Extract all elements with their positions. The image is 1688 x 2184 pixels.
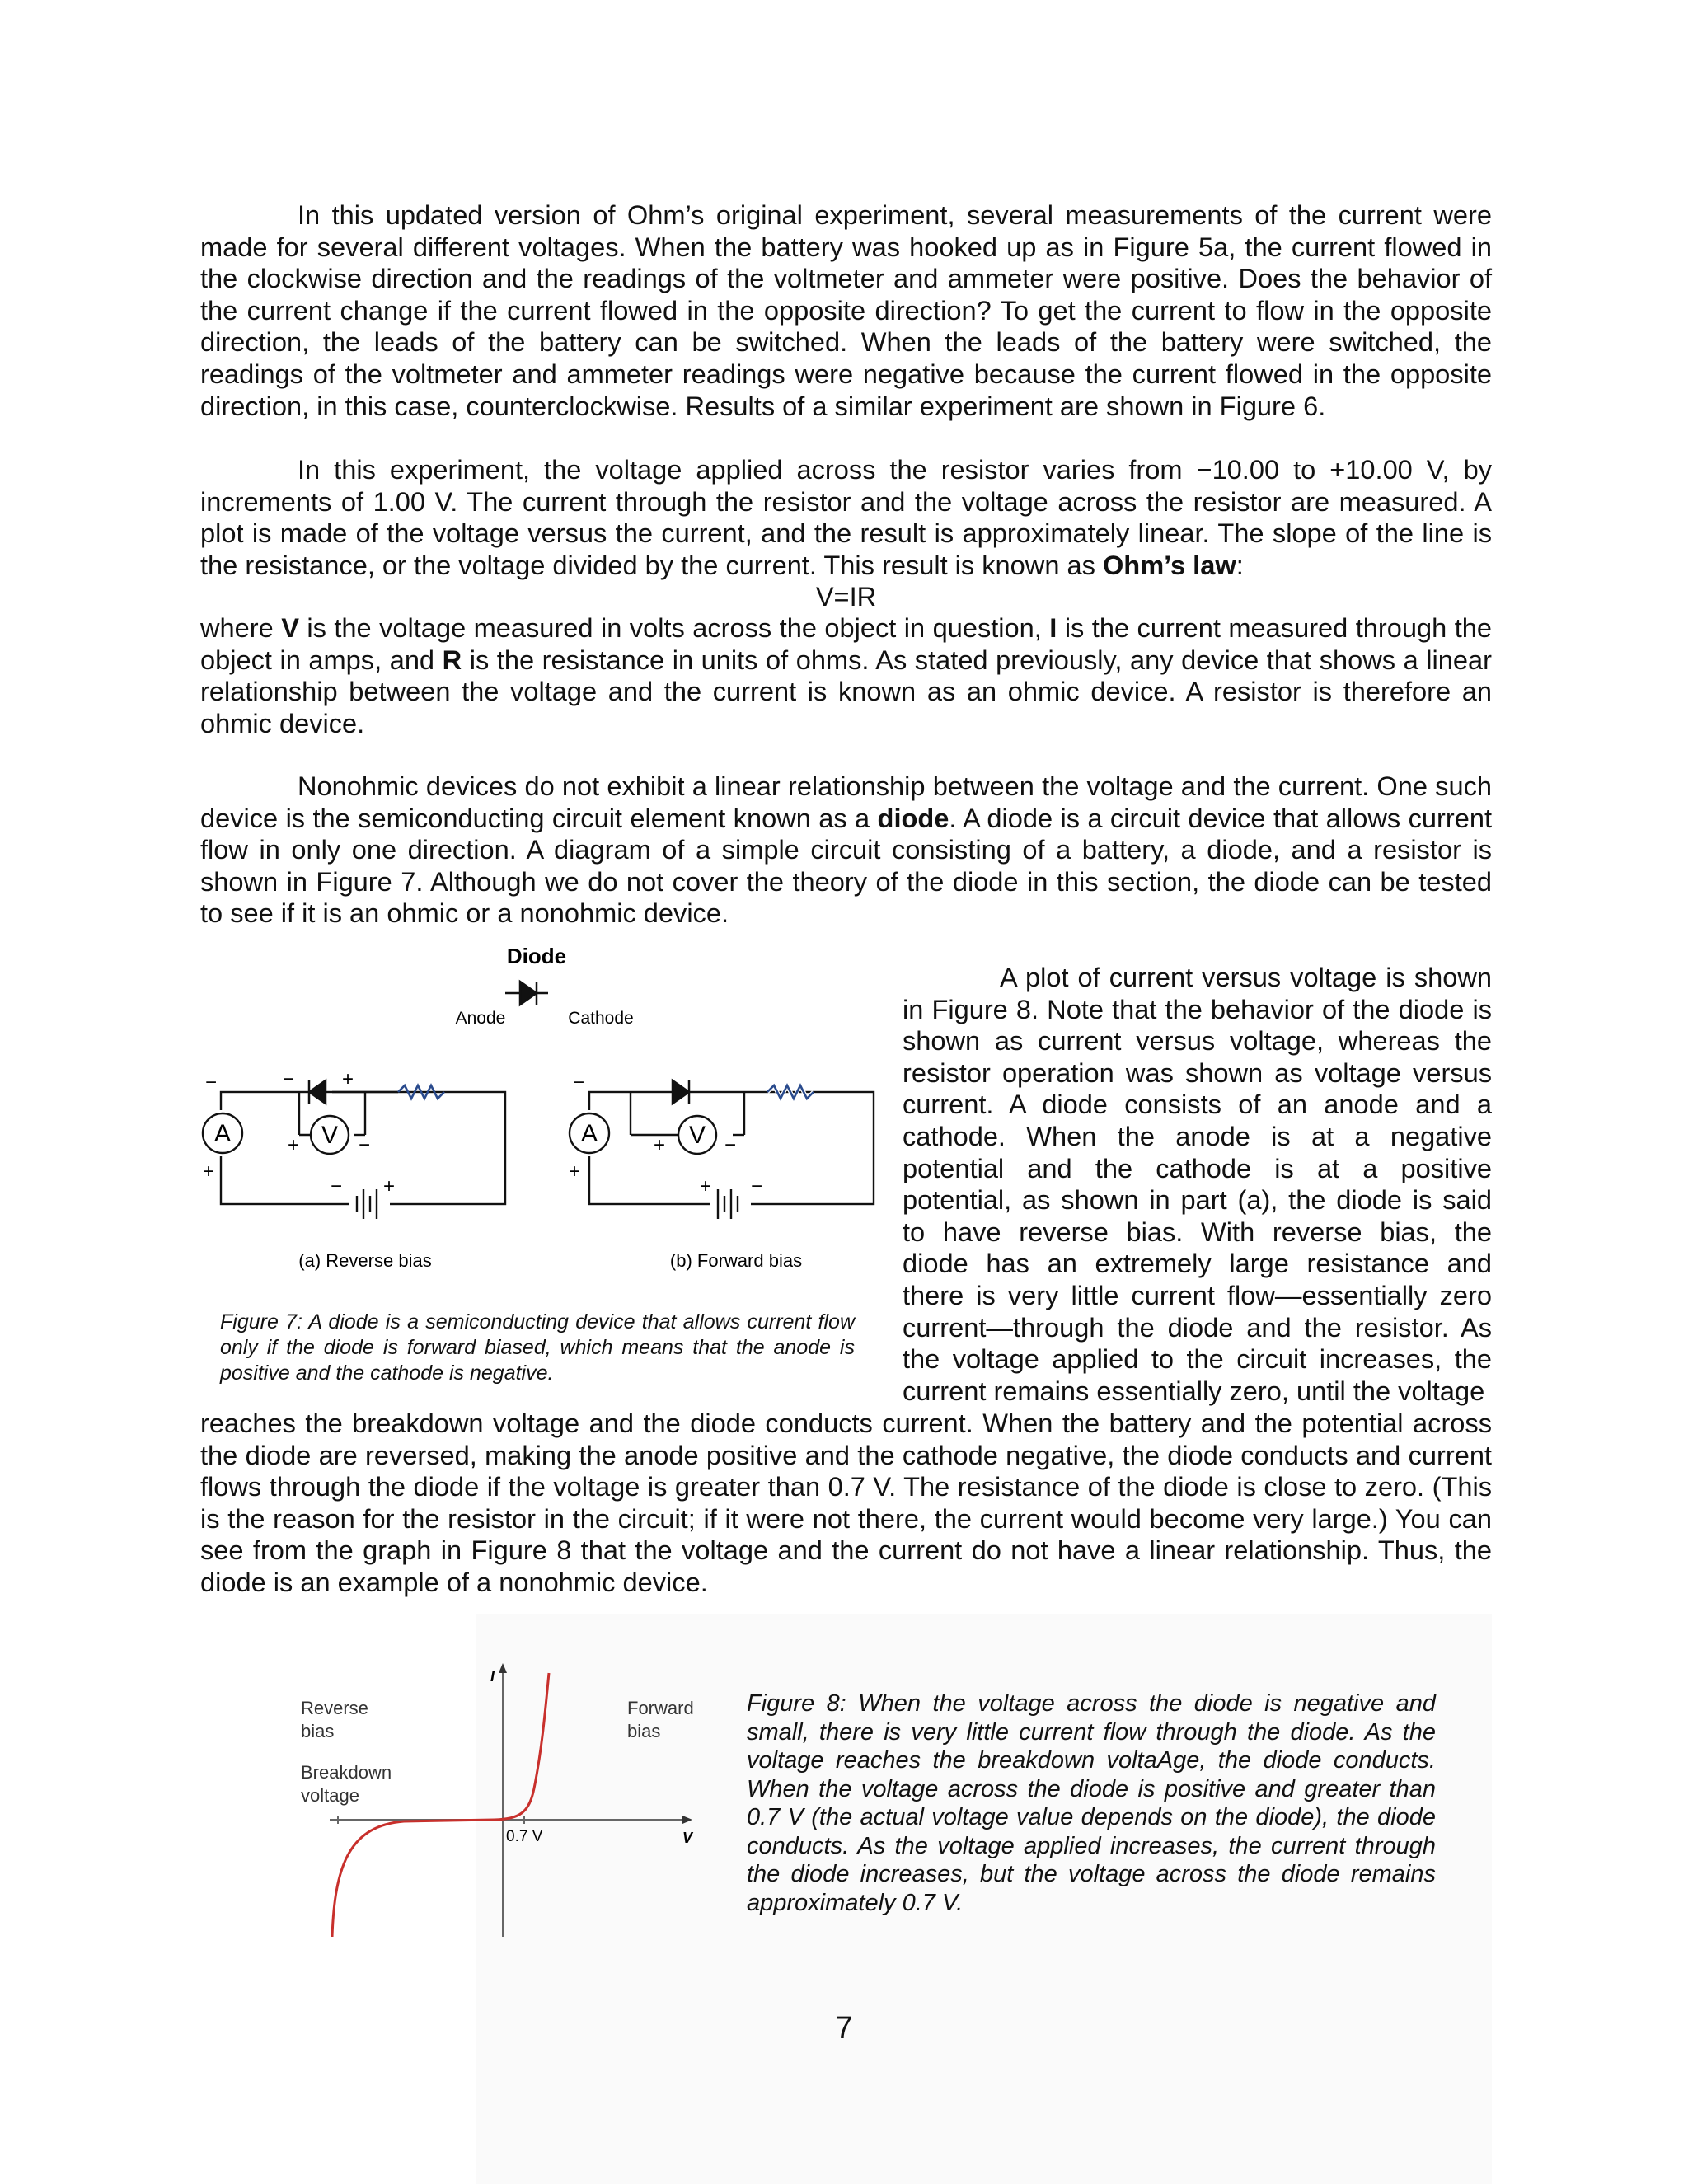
paragraph-text: where [200,612,282,643]
breakdown-label-line1: Breakdown [301,1762,392,1783]
forward-bias-label: (b) Forward bias [669,1250,803,1271]
reverse-bias-label-line2: bias [301,1721,335,1741]
paragraph-text: In this updated version of Ohm’s original experiment, several measurements of the current were made for several different voltages. When the battery was hooked up as in Figure 5a, the current flowed in the clockwise direction and the readings of the voltmeter and ammeter were positive. Does the behavior of the current change if the current flowed in the opposite direction? To get the current to flow in the opposite direction, the leads of the battery can be switched. When the leads of the battery were switched, the readings of the voltmeter and ammeter readings were negative because the current flowed in the opposite direction, in this case, counterclockwise. Results of a similar experiment are shown in Figure 6. [200,199,1492,421]
voltmeter-a-plus: + [288,1134,300,1156]
cathode-label: Cathode [568,1009,634,1028]
forward-bias-label-line2: bias [627,1721,661,1741]
ammeter-b-minus: − [573,1071,585,1094]
paragraph-variable-definitions [200,612,1492,739]
paragraph-text: In this experiment, the voltage applied across the resistor varies from −10.00 to +10.00 V, by increments of 1.00 V. The current through the resistor and the voltage across the resistor are measured. A plot is made of the voltage versus the current, and the result is approximately linear. The slope of the line is the resistance, or the voltage divided by the current. This result is known as [200,454,1492,580]
x-axis-arrow [682,1816,692,1824]
paragraph-text: reaches the breakdown voltage and the diode conducts current. When the battery and the potential across the diode are reversed, making the anode positive and the cathode negative, the diode conducts and current flows through the diode if the voltage is greater than 0.7 V. The resistance of the diode is close to zero. (This is the reason for the resistor in the circuit; if it were not there, the current would become very large.) You can see from the graph in Figure 8 that the voltage and the current do not have a linear relationship. Thus, the diode is an example of a nonohmic device. [200,1408,1492,1597]
term-r: R [442,644,462,675]
term-ohms-law: Ohm’s law [1102,549,1236,580]
paragraph-text: is the resistance in units of ohms. As stated previously, any device that shows a linear relationship between the voltage and the current is known as an ohmic device. A resistor is therefore an ohmic device. [200,644,1492,738]
paragraph-text: Nonohmic devices do not exhibit a linear relationship between the voltage and the current. One such device is the semiconducting circuit element known as a [200,771,1492,833]
voltmeter-a-minus: − [359,1134,371,1156]
voltmeter-b-label: V [688,1122,706,1149]
term-v: V [281,612,299,643]
diode-symbol [505,982,548,1005]
figure-8-iv-curve [272,1657,734,1953]
forward-bias-label-line1: Forward [627,1698,694,1718]
ammeter-b-plus: + [569,1160,581,1183]
y-axis-arrow [499,1663,507,1673]
x-axis-label: V [682,1830,693,1846]
diode-a-plus: + [342,1068,354,1090]
paragraph-ohm-experiment [200,199,1492,422]
diode-a-minus: − [283,1068,295,1090]
page-number: 7 [835,2011,853,2046]
battery-b-minus: − [751,1175,763,1197]
paragraph-ohms-law [200,454,1492,581]
ammeter-a-minus: − [205,1071,218,1094]
paragraph-text: is the current measured through the object in amps, and [200,612,1492,675]
paragraph-text: : [1236,549,1244,580]
ammeter-b-label: A [580,1120,598,1147]
battery-b-plus: + [700,1175,712,1197]
reverse-bias-label: (a) Reverse bias [298,1250,432,1271]
term-diode: diode [877,802,950,833]
diode-title: Diode [506,944,567,968]
voltmeter-b-minus: − [724,1134,737,1156]
paragraph-text: is the voltage measured in volts across the object in question, [298,612,1050,643]
y-axis-label: I [490,1668,495,1685]
breakdown-label-line2: voltage [301,1785,359,1806]
equation-ohms-law: V=IR [815,581,877,612]
battery-a-minus: − [331,1175,343,1197]
paragraph-diode-plot [903,962,1492,1407]
figure-7-caption: Figure 7: A diode is a semiconducting device that allows current flow only if the diode is forward biased, which means that the anode is positive and the cathode is negative. [220,1310,855,1385]
figure-8-caption: Figure 8: When the voltage across the diode is negative and small, there is very little current flow through the diode. As the voltage reaches the breakdown voltaAge, the diode conducts. When the voltage across the diode is positive and greater than 0.7 V (the actual voltage value depends on the diode), the diode conducts. As the voltage applied increases, the current through the diode increases, but the voltage across the diode remains approximately 0.7 V. [747,1690,1436,1916]
paragraph-text: A plot of current versus voltage is shown in Figure 8. Note that the behavior of the diode is shown as current versus voltage, whereas the resistor operation was shown as voltage versus current. A diode consists of an anode and a cathode. When the anode is at a negative potential and the cathode is at a positive potential, as shown in part (a), the diode is said to have reverse bias. With reverse bias, the diode has an extremely large resistance and there is very little current flow—essentially zero current—through the diode and the resistor. As the voltage applied to the circuit increases, the current remains essentially zero, until the voltage [903,962,1492,1406]
reverse-bias-label-line1: Reverse [301,1698,368,1718]
voltmeter-a-label: V [321,1122,339,1149]
paragraph-nonohmic [200,771,1492,930]
threshold-label: 0.7 V [506,1828,543,1845]
ammeter-a-plus: + [203,1160,215,1183]
battery-a-plus: + [383,1175,396,1197]
ammeter-a-label: A [213,1120,232,1147]
paragraph-text: . A diode is a circuit device that allows current flow in only one direction. A diagram of a simple circuit consisting of a battery, a diode, and a resistor is shown in Figure 7. Although we do not cover the theory of the diode in this section, the diode can be tested to see if it is an ohmic or a nonohmic device. [200,802,1492,929]
anode-label: Anode [455,1009,506,1028]
term-i: I [1049,612,1057,643]
voltmeter-b-plus: + [654,1134,666,1156]
paragraph-diode-conclusion [200,1408,1492,1599]
